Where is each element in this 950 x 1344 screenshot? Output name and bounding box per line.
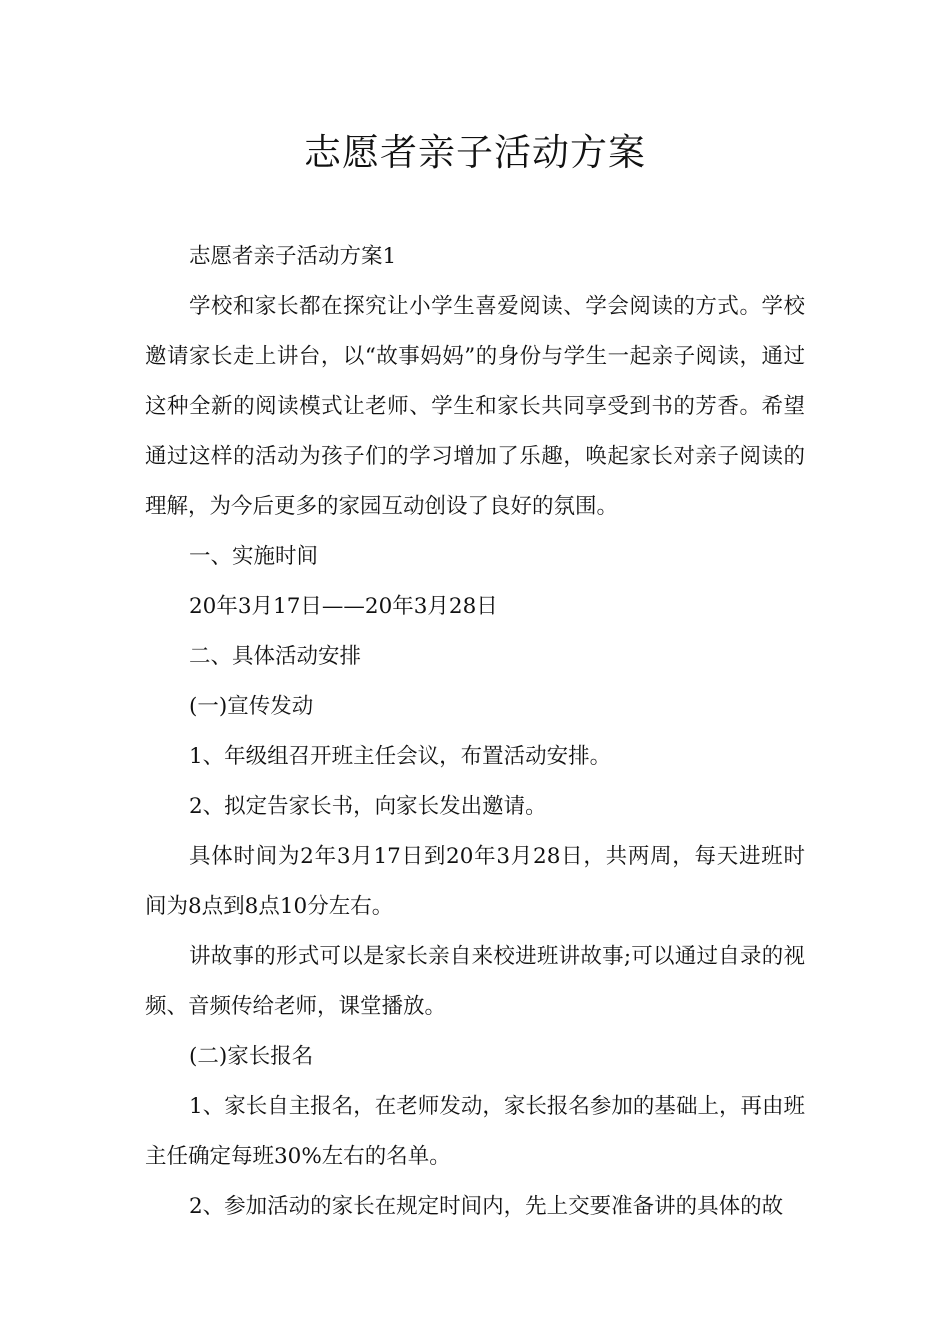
date-range: 20年3月17日——20年3月28日: [189, 594, 498, 619]
list-item: 2、参加活动的家长在规定时间内，先上交要准备讲的具体的故: [189, 1194, 784, 1219]
subsection-heading: (二)家长报名: [189, 1044, 314, 1069]
list-item: 1、家长自主报名，在老师发动，家长报名参加的基础上，再由班主任确定每班30%左右的名单。: [145, 1094, 805, 1169]
intro-paragraph: 学校和家长都在探究让小学生喜爱阅读、学会阅读的方式。学校邀请家长走上讲台，以“故事妈妈”的身份与学生一起亲子阅读，通过这种全新的阅读模式让老师、学生和家长共同享受到书的芳香。希望通过这样的活动为孩子们的学习增加了乐趣，唤起家长对亲子阅读的理解，为今后更多的家园互动创设了良好的氛围。: [145, 294, 805, 519]
list-item: 1、年级组召开班主任会议，布置活动安排。: [189, 744, 612, 769]
section-heading: 志愿者亲子活动方案1: [189, 244, 397, 269]
section-heading: 二、具体活动安排: [189, 644, 362, 669]
subsection-heading: (一)宣传发动: [189, 694, 314, 719]
document-body: [145, 232, 805, 1232]
list-item: 2、拟定告家长书，向家长发出邀请。: [189, 794, 547, 819]
section-heading: 一、实施时间: [189, 544, 319, 569]
body-paragraph: 讲故事的形式可以是家长亲自来校进班讲故事;可以通过自录的视频、音频传给老师，课堂播放。: [145, 944, 805, 1019]
document-title: 志愿者亲子活动方案: [304, 131, 646, 174]
body-paragraph: 具体时间为2年3月17日到20年3月28日，共两周，每天进班时间为8点到8点10分左右。: [145, 844, 805, 919]
